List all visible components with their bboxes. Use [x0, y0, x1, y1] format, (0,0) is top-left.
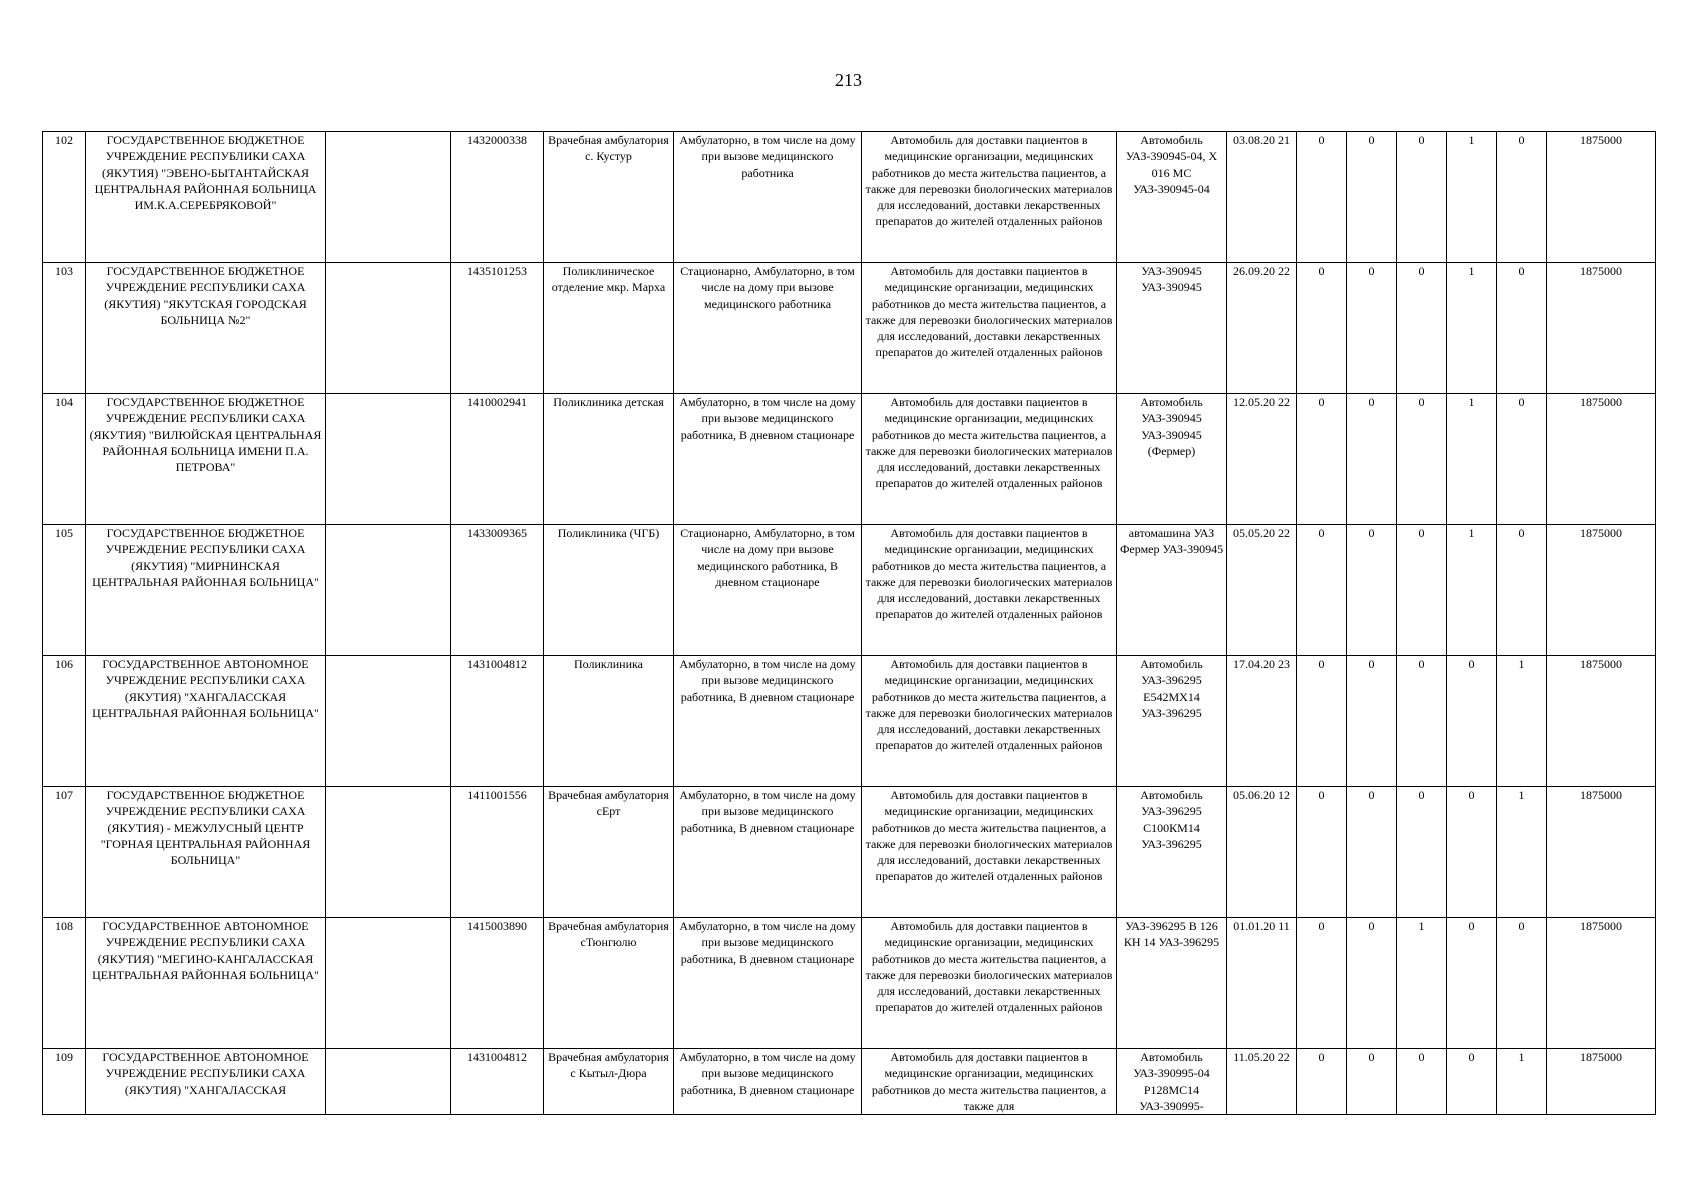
- empty-cell: [326, 787, 451, 918]
- vehicle-purpose-cell: Автомобиль для доставки пациентов в медицинские организации, медицинских работников до места жительства пациентов, а также для перевозки биологических материалов для исследований, доставки лекарственных препаратов до жителей отдаленных районов: [862, 656, 1117, 787]
- organization-cell: ГОСУДАРСТВЕННОЕ АВТОНОМНОЕ УЧРЕЖДЕНИЕ РЕСПУБЛИКИ САХА (ЯКУТИЯ) "ХАНГАЛАССКАЯ ЦЕНТРАЛЬНАЯ РАЙОННАЯ БОЛЬНИЦА": [86, 656, 326, 787]
- count-cell-4: 0: [1447, 1049, 1497, 1115]
- count-cell-4: 0: [1447, 656, 1497, 787]
- vehicle-cell: Автомобиль УАЗ-390945 УАЗ-390945 (Фермер): [1117, 394, 1227, 525]
- subdivision-cell: Врачебная амбулатория с Кытыл-Дюра: [544, 1049, 674, 1115]
- row-number-cell: 105: [43, 525, 86, 656]
- count-cell-3: 0: [1397, 525, 1447, 656]
- care-conditions-cell: Стационарно, Амбулаторно, в том числе на дому при вызове медицинского работника: [674, 263, 862, 394]
- date-cell: 05.05.20 22: [1227, 525, 1297, 656]
- count-cell-2: 0: [1347, 394, 1397, 525]
- vehicle-purpose-cell: Автомобиль для доставки пациентов в медицинские организации, медицинских работников до места жительства пациентов, а также для перевозки биологических материалов для исследований, доставки лекарственных препаратов до жителей отдаленных районов: [862, 787, 1117, 918]
- count-cell-4: 0: [1447, 787, 1497, 918]
- date-cell: 12.05.20 22: [1227, 394, 1297, 525]
- organization-cell: ГОСУДАРСТВЕННОЕ БЮДЖЕТНОЕ УЧРЕЖДЕНИЕ РЕСПУБЛИКИ САХА (ЯКУТИЯ) "ЭВЕНО-БЫТАНТАЙСКАЯ ЦЕНТРАЛЬНАЯ РАЙОННАЯ БОЛЬНИЦА ИМ.К.А.СЕРЕБРЯКОВОЙ": [86, 132, 326, 263]
- table-row: [43, 263, 1656, 394]
- care-conditions-cell: Амбулаторно, в том числе на дому при вызове медицинского работника, В дневном стационаре: [674, 918, 862, 1049]
- count-cell-1: 0: [1297, 263, 1347, 394]
- table-row: [43, 132, 1656, 263]
- count-cell-5: 1: [1497, 787, 1547, 918]
- vehicle-cell: УАЗ-396295 В 126 КН 14 УАЗ-396295: [1117, 918, 1227, 1049]
- inn-cell: 1431004812: [451, 656, 544, 787]
- organization-cell: ГОСУДАРСТВЕННОЕ БЮДЖЕТНОЕ УЧРЕЖДЕНИЕ РЕСПУБЛИКИ САХА (ЯКУТИЯ) "МИРНИНСКАЯ ЦЕНТРАЛЬНАЯ РАЙОННАЯ БОЛЬНИЦА": [86, 525, 326, 656]
- empty-cell: [326, 525, 451, 656]
- count-cell-3: 0: [1397, 656, 1447, 787]
- organization-cell: ГОСУДАРСТВЕННОЕ АВТОНОМНОЕ УЧРЕЖДЕНИЕ РЕСПУБЛИКИ САХА (ЯКУТИЯ) "МЕГИНО-КАНГАЛАССКАЯ ЦЕНТРАЛЬНАЯ РАЙОННАЯ БОЛЬНИЦА": [86, 918, 326, 1049]
- registry-body: [43, 132, 1656, 1115]
- empty-cell: [326, 263, 451, 394]
- count-cell-5: 1: [1497, 656, 1547, 787]
- date-cell: 11.05.20 22: [1227, 1049, 1297, 1115]
- count-cell-4: 0: [1447, 918, 1497, 1049]
- count-cell-4: 1: [1447, 394, 1497, 525]
- subdivision-cell: Врачебная амбулатория с. Кустур: [544, 132, 674, 263]
- amount-cell: 1875000: [1547, 263, 1656, 394]
- count-cell-1: 0: [1297, 1049, 1347, 1115]
- amount-cell: 1875000: [1547, 394, 1656, 525]
- vehicle-cell: Автомобиль УАЗ-390995-04 Р128МС14 УАЗ-390995-: [1117, 1049, 1227, 1115]
- vehicle-purpose-cell: Автомобиль для доставки пациентов в медицинские организации, медицинских работников до места жительства пациентов, а также для перевозки биологических материалов для исследований, доставки лекарственных препаратов до жителей отдаленных районов: [862, 525, 1117, 656]
- vehicle-cell: Автомобиль УАЗ-390945-04, Х 016 МС УАЗ-390945-04: [1117, 132, 1227, 263]
- empty-cell: [326, 1049, 451, 1115]
- organization-cell: ГОСУДАРСТВЕННОЕ БЮДЖЕТНОЕ УЧРЕЖДЕНИЕ РЕСПУБЛИКИ САХА (ЯКУТИЯ) - МЕЖУЛУСНЫЙ ЦЕНТР "ГОРНАЯ ЦЕНТРАЛЬНАЯ РАЙОННАЯ БОЛЬНИЦА": [86, 787, 326, 918]
- row-number-cell: 106: [43, 656, 86, 787]
- count-cell-5: 0: [1497, 263, 1547, 394]
- vehicle-cell: Автомобиль УАЗ-396295 С100КМ14 УАЗ-396295: [1117, 787, 1227, 918]
- count-cell-5: 1: [1497, 1049, 1547, 1115]
- count-cell-4: 1: [1447, 263, 1497, 394]
- vehicle-purpose-cell: Автомобиль для доставки пациентов в медицинские организации, медицинских работников до места жительства пациентов, а также для перевозки биологических материалов для исследований, доставки лекарственных препаратов до жителей отдаленных районов: [862, 394, 1117, 525]
- count-cell-5: 0: [1497, 132, 1547, 263]
- vehicle-purpose-cell: Автомобиль для доставки пациентов в медицинские организации, медицинских работников до места жительства пациентов, а также для: [862, 1049, 1117, 1115]
- organization-cell: ГОСУДАРСТВЕННОЕ АВТОНОМНОЕ УЧРЕЖДЕНИЕ РЕСПУБЛИКИ САХА (ЯКУТИЯ) "ХАНГАЛАССКАЯ: [86, 1049, 326, 1115]
- count-cell-1: 0: [1297, 656, 1347, 787]
- inn-cell: 1411001556: [451, 787, 544, 918]
- row-number-cell: 104: [43, 394, 86, 525]
- subdivision-cell: Поликлиника (ЧГБ): [544, 525, 674, 656]
- count-cell-2: 0: [1347, 1049, 1397, 1115]
- count-cell-4: 1: [1447, 132, 1497, 263]
- count-cell-3: 0: [1397, 132, 1447, 263]
- count-cell-4: 1: [1447, 525, 1497, 656]
- amount-cell: 1875000: [1547, 1049, 1656, 1115]
- care-conditions-cell: Стационарно, Амбулаторно, в том числе на дому при вызове медицинского работника, В дневном стационаре: [674, 525, 862, 656]
- care-conditions-cell: Амбулаторно, в том числе на дому при вызове медицинского работника: [674, 132, 862, 263]
- empty-cell: [326, 132, 451, 263]
- vehicle-cell: автомашина УАЗ Фермер УАЗ-390945: [1117, 525, 1227, 656]
- care-conditions-cell: Амбулаторно, в том числе на дому при вызове медицинского работника, В дневном стационаре: [674, 1049, 862, 1115]
- date-cell: 05.06.20 12: [1227, 787, 1297, 918]
- count-cell-2: 0: [1347, 787, 1397, 918]
- count-cell-2: 0: [1347, 656, 1397, 787]
- date-cell: 26.09.20 22: [1227, 263, 1297, 394]
- amount-cell: 1875000: [1547, 132, 1656, 263]
- inn-cell: 1410002941: [451, 394, 544, 525]
- amount-cell: 1875000: [1547, 918, 1656, 1049]
- table-row: [43, 918, 1656, 1049]
- empty-cell: [326, 656, 451, 787]
- count-cell-1: 0: [1297, 525, 1347, 656]
- vehicle-cell: УАЗ-390945 УАЗ-390945: [1117, 263, 1227, 394]
- care-conditions-cell: Амбулаторно, в том числе на дому при вызове медицинского работника, В дневном стационаре: [674, 656, 862, 787]
- count-cell-1: 0: [1297, 787, 1347, 918]
- table-row: [43, 525, 1656, 656]
- count-cell-5: 0: [1497, 918, 1547, 1049]
- table-row: [43, 1049, 1656, 1115]
- inn-cell: 1431004812: [451, 1049, 544, 1115]
- count-cell-3: 1: [1397, 918, 1447, 1049]
- table-row: [43, 656, 1656, 787]
- row-number-cell: 109: [43, 1049, 86, 1115]
- date-cell: 17.04.20 23: [1227, 656, 1297, 787]
- table-row: [43, 787, 1656, 918]
- amount-cell: 1875000: [1547, 656, 1656, 787]
- count-cell-3: 0: [1397, 1049, 1447, 1115]
- organization-cell: ГОСУДАРСТВЕННОЕ БЮДЖЕТНОЕ УЧРЕЖДЕНИЕ РЕСПУБЛИКИ САХА (ЯКУТИЯ) "ВИЛЮЙСКАЯ ЦЕНТРАЛЬНАЯ РАЙОННАЯ БОЛЬНИЦА ИМЕНИ П.А. ПЕТРОВА": [86, 394, 326, 525]
- date-cell: 01.01.20 11: [1227, 918, 1297, 1049]
- subdivision-cell: Врачебная амбулатория сТюнгюлю: [544, 918, 674, 1049]
- inn-cell: 1433009365: [451, 525, 544, 656]
- date-cell: 03.08.20 21: [1227, 132, 1297, 263]
- count-cell-2: 0: [1347, 525, 1397, 656]
- empty-cell: [326, 394, 451, 525]
- row-number-cell: 103: [43, 263, 86, 394]
- row-number-cell: 107: [43, 787, 86, 918]
- vehicle-cell: Автомобиль УАЗ-396295 Е542МХ14 УАЗ-396295: [1117, 656, 1227, 787]
- count-cell-2: 0: [1347, 918, 1397, 1049]
- page-number: 213: [835, 70, 862, 90]
- count-cell-1: 0: [1297, 132, 1347, 263]
- subdivision-cell: Поликлиника: [544, 656, 674, 787]
- inn-cell: 1432000338: [451, 132, 544, 263]
- count-cell-2: 0: [1347, 132, 1397, 263]
- inn-cell: 1415003890: [451, 918, 544, 1049]
- row-number-cell: 108: [43, 918, 86, 1049]
- subdivision-cell: Поликлиника детская: [544, 394, 674, 525]
- count-cell-3: 0: [1397, 394, 1447, 525]
- count-cell-2: 0: [1347, 263, 1397, 394]
- empty-cell: [326, 918, 451, 1049]
- subdivision-cell: Поликлиническое отделение мкр. Марха: [544, 263, 674, 394]
- amount-cell: 1875000: [1547, 787, 1656, 918]
- vehicle-purpose-cell: Автомобиль для доставки пациентов в медицинские организации, медицинских работников до места жительства пациентов, а также для перевозки биологических материалов для исследований, доставки лекарственных препаратов до жителей отдаленных районов: [862, 263, 1117, 394]
- amount-cell: 1875000: [1547, 525, 1656, 656]
- count-cell-3: 0: [1397, 787, 1447, 918]
- organization-cell: ГОСУДАРСТВЕННОЕ БЮДЖЕТНОЕ УЧРЕЖДЕНИЕ РЕСПУБЛИКИ САХА (ЯКУТИЯ) "ЯКУТСКАЯ ГОРОДСКАЯ БОЛЬНИЦА №2": [86, 263, 326, 394]
- registry-table: [42, 131, 1656, 1115]
- count-cell-3: 0: [1397, 263, 1447, 394]
- inn-cell: 1435101253: [451, 263, 544, 394]
- vehicle-purpose-cell: Автомобиль для доставки пациентов в медицинские организации, медицинских работников до места жительства пациентов, а также для перевозки биологических материалов для исследований, доставки лекарственных препаратов до жителей отдаленных районов: [862, 918, 1117, 1049]
- care-conditions-cell: Амбулаторно, в том числе на дому при вызове медицинского работника, В дневном стационаре: [674, 787, 862, 918]
- count-cell-1: 0: [1297, 394, 1347, 525]
- subdivision-cell: Врачебная амбулатория сЕрт: [544, 787, 674, 918]
- count-cell-5: 0: [1497, 525, 1547, 656]
- vehicle-purpose-cell: Автомобиль для доставки пациентов в медицинские организации, медицинских работников до места жительства пациентов, а также для перевозки биологических материалов для исследований, доставки лекарственных препаратов до жителей отдаленных районов: [862, 132, 1117, 263]
- count-cell-1: 0: [1297, 918, 1347, 1049]
- table-row: [43, 394, 1656, 525]
- row-number-cell: 102: [43, 132, 86, 263]
- count-cell-5: 0: [1497, 394, 1547, 525]
- care-conditions-cell: Амбулаторно, в том числе на дому при вызове медицинского работника, В дневном стационаре: [674, 394, 862, 525]
